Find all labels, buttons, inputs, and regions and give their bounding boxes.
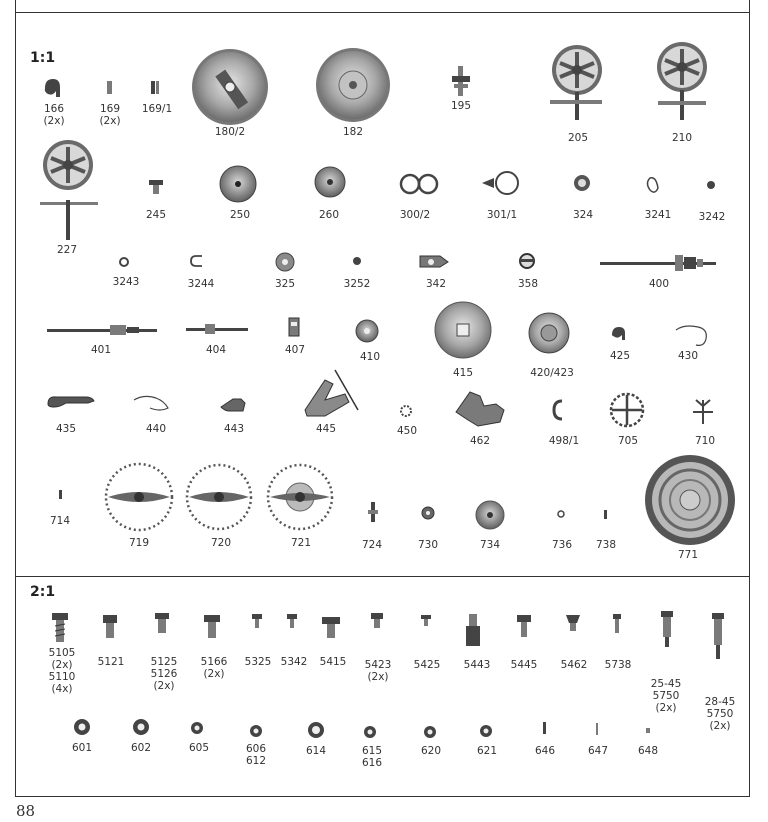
part-710-drawing	[693, 400, 713, 424]
part-415-drawing	[435, 302, 491, 358]
part-724-drawing	[368, 502, 378, 522]
screw-5342-drawing	[287, 614, 297, 628]
part-721-drawing	[268, 465, 332, 529]
label-325: 325	[274, 278, 296, 290]
label-180-2: 180/2	[214, 126, 246, 138]
part-301-1-drawing	[482, 172, 518, 194]
label-705: 705	[617, 435, 639, 447]
part-169-1-drawing	[151, 81, 159, 94]
screw-5425-drawing	[421, 615, 431, 626]
label-25-45-5750: 25-45 5750 (2x)	[650, 678, 682, 714]
label-606-612: 606 612	[245, 743, 267, 767]
label-205: 205	[567, 132, 589, 144]
part-3241-drawing	[648, 178, 659, 192]
label-5125-5126: 5125 5126 (2x)	[150, 656, 178, 692]
part-771-drawing	[645, 455, 735, 545]
label-169-1: 169/1	[141, 103, 173, 115]
part-430-drawing	[676, 326, 706, 345]
screw-5415-drawing	[322, 617, 340, 638]
screw-5166-drawing	[204, 615, 220, 638]
part-180-2-drawing	[192, 49, 268, 125]
label-498-1: 498/1	[548, 435, 580, 447]
jewel-605-drawing	[191, 722, 203, 734]
jewel-621-drawing	[480, 725, 492, 737]
part-401-drawing	[47, 325, 157, 335]
label-5738: 5738	[604, 659, 632, 671]
label-5415: 5415	[319, 656, 347, 668]
label-358: 358	[517, 278, 539, 290]
part-169-drawing	[107, 81, 112, 94]
label-410: 410	[359, 351, 381, 363]
label-719: 719	[128, 537, 150, 549]
label-301-1: 301/1	[486, 209, 518, 221]
part-404-drawing	[186, 324, 248, 334]
part-714-drawing	[59, 490, 62, 499]
label-5166: 5166 (2x)	[200, 656, 228, 680]
part-300-2-drawing	[401, 175, 437, 193]
label-210: 210	[671, 132, 693, 144]
scale-label-2to1: 2:1	[30, 584, 56, 600]
screw-28-45-drawing	[712, 613, 724, 659]
part-420-423-drawing	[529, 313, 569, 353]
label-3252: 3252	[343, 278, 371, 290]
part-646-drawing	[543, 722, 546, 734]
label-615-616: 615 616	[361, 745, 383, 769]
part-736-drawing	[558, 511, 564, 517]
screw-5738-drawing	[613, 614, 621, 633]
label-342: 342	[425, 278, 447, 290]
part-205-drawing	[550, 45, 602, 120]
label-730: 730	[417, 539, 439, 551]
part-498-1-drawing	[554, 401, 562, 419]
jewel-601-drawing	[74, 719, 90, 735]
label-435: 435	[55, 423, 77, 435]
label-425: 425	[609, 350, 631, 362]
label-714: 714	[49, 515, 71, 527]
label-3244: 3244	[187, 278, 215, 290]
screw-5105-drawing	[52, 613, 68, 642]
label-182: 182	[342, 126, 364, 138]
label-621: 621	[476, 745, 498, 757]
label-300-2: 300/2	[399, 209, 431, 221]
label-166: 166 (2x)	[43, 103, 65, 127]
label-260: 260	[318, 209, 340, 221]
part-705-drawing	[611, 394, 643, 426]
part-3244-drawing	[191, 256, 202, 266]
part-3252-drawing	[353, 257, 361, 265]
part-260-drawing	[315, 167, 345, 197]
label-721: 721	[290, 537, 312, 549]
jewel-606-drawing	[250, 725, 262, 737]
label-324: 324	[572, 209, 594, 221]
part-435-drawing	[48, 397, 94, 407]
screw-25-45-drawing	[661, 611, 673, 647]
label-647: 647	[587, 745, 609, 757]
jewel-615-drawing	[364, 726, 376, 738]
label-401: 401	[90, 344, 112, 356]
part-440-drawing	[134, 396, 168, 410]
part-182-drawing	[316, 48, 390, 122]
label-440: 440	[145, 423, 167, 435]
label-5121: 5121	[97, 656, 125, 668]
part-3242-drawing	[707, 181, 715, 189]
part-734-drawing	[476, 501, 504, 529]
label-614: 614	[305, 745, 327, 757]
part-445-drawing	[305, 370, 358, 416]
part-425-drawing	[612, 327, 625, 340]
label-407: 407	[284, 344, 306, 356]
part-166-drawing	[45, 79, 60, 97]
screw-5443-drawing	[466, 614, 480, 646]
label-420-423: 420/423	[530, 367, 574, 379]
label-404: 404	[205, 344, 227, 356]
screw-5125-drawing	[155, 613, 169, 633]
label-771: 771	[677, 549, 699, 561]
part-647-drawing	[596, 723, 598, 735]
part-450-drawing	[401, 406, 411, 416]
part-325-drawing	[276, 253, 294, 271]
label-3242: 3242	[698, 211, 726, 223]
label-646: 646	[534, 745, 556, 757]
label-620: 620	[420, 745, 442, 757]
part-443-drawing	[221, 399, 245, 411]
part-245-drawing	[149, 180, 163, 194]
label-245: 245	[145, 209, 167, 221]
screw-5325-drawing	[252, 614, 262, 628]
part-342-drawing	[420, 256, 448, 267]
jewel-620-drawing	[424, 726, 436, 738]
label-3243: 3243	[112, 276, 140, 288]
part-400-drawing	[600, 255, 716, 271]
label-648: 648	[637, 745, 659, 757]
label-430: 430	[677, 350, 699, 362]
part-250-drawing	[220, 166, 256, 202]
screw-5423-drawing	[371, 613, 383, 628]
part-738-drawing	[604, 510, 607, 519]
label-602: 602	[130, 742, 152, 754]
label-28-45-5750: 28-45 5750 (2x)	[704, 696, 736, 732]
label-601: 601	[71, 742, 93, 754]
label-250: 250	[229, 209, 251, 221]
label-450: 450	[396, 425, 418, 437]
screw-5445-drawing	[517, 615, 531, 637]
part-720-drawing	[187, 465, 251, 529]
part-195-drawing	[452, 66, 470, 96]
part-648-drawing	[646, 728, 650, 733]
label-3241: 3241	[644, 209, 672, 221]
part-3243-drawing	[120, 258, 128, 266]
label-720: 720	[210, 537, 232, 549]
label-736: 736	[551, 539, 573, 551]
label-605: 605	[188, 742, 210, 754]
scale-label-1to1: 1:1	[30, 50, 56, 66]
label-169: 169 (2x)	[99, 103, 121, 127]
label-734: 734	[479, 539, 501, 551]
part-324-drawing	[574, 175, 590, 191]
part-358-drawing	[520, 254, 534, 268]
label-445: 445	[315, 423, 337, 435]
label-462: 462	[469, 435, 491, 447]
jewel-614-drawing	[308, 722, 324, 738]
part-410-drawing	[356, 320, 378, 342]
screw-5462-drawing	[566, 615, 580, 631]
label-195: 195	[450, 100, 472, 112]
label-724: 724	[361, 539, 383, 551]
label-5462: 5462	[560, 659, 588, 671]
label-5423: 5423 (2x)	[364, 659, 392, 683]
label-415: 415	[452, 367, 474, 379]
label-5445: 5445	[510, 659, 538, 671]
label-5325: 5325	[244, 656, 272, 668]
label-710: 710	[694, 435, 716, 447]
part-719-drawing	[106, 464, 172, 530]
label-443: 443	[223, 423, 245, 435]
part-730-drawing	[422, 507, 434, 519]
label-5425: 5425	[413, 659, 441, 671]
label-5342: 5342	[280, 656, 308, 668]
page-number: 88	[16, 802, 36, 820]
label-5443: 5443	[463, 659, 491, 671]
part-227-drawing	[40, 140, 98, 240]
label-400: 400	[648, 278, 670, 290]
jewel-602-drawing	[133, 719, 149, 735]
part-462-drawing	[456, 392, 504, 426]
part-407-drawing	[289, 318, 299, 336]
label-5105-5110: 5105 (2x) 5110 (4x)	[48, 647, 76, 695]
label-227: 227	[56, 244, 78, 256]
label-738: 738	[595, 539, 617, 551]
screw-5121-drawing	[103, 615, 117, 638]
part-210-drawing	[657, 42, 707, 120]
